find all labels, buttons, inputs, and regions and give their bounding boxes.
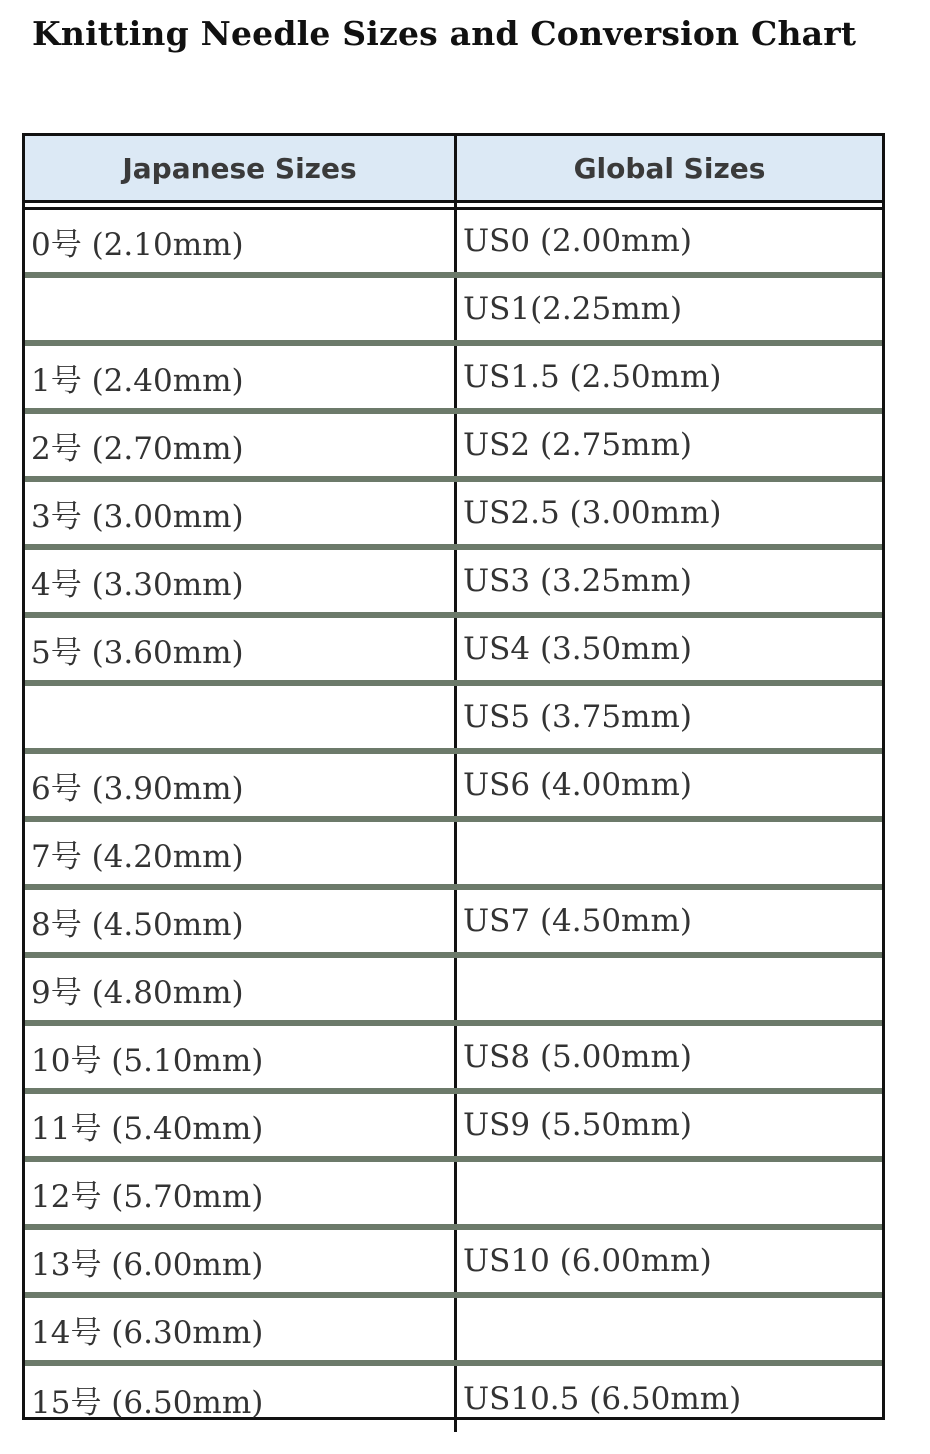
global-size-cell: US7 (4.50mm) xyxy=(463,903,692,939)
global-size-cell: US1(2.25mm) xyxy=(463,291,683,327)
table-row xyxy=(25,1026,882,1094)
global-size-cell xyxy=(457,1298,882,1360)
global-size-cell: US2.5 (3.00mm) xyxy=(463,495,722,531)
table-row xyxy=(25,754,882,822)
japanese-size-cell: 4号 (3.30mm) xyxy=(25,550,457,612)
japanese-size-cell: 3号 (3.00mm) xyxy=(25,482,457,544)
table-row xyxy=(25,1162,882,1230)
table-body xyxy=(25,207,882,1432)
japanese-size-cell: 2号 (2.70mm) xyxy=(25,414,457,476)
table-row xyxy=(25,1094,882,1162)
japanese-size-cell: 15号 (6.50mm) xyxy=(25,1366,457,1432)
japanese-size-cell: 6号 (3.90mm) xyxy=(25,754,457,816)
table-row xyxy=(25,210,882,278)
table-row xyxy=(25,618,882,686)
table-row xyxy=(25,822,882,890)
table-row xyxy=(25,1230,882,1298)
table-row xyxy=(25,278,882,346)
table-row xyxy=(25,958,882,1026)
global-size-cell: US9 (5.50mm) xyxy=(463,1107,692,1143)
japanese-size-cell: 1号 (2.40mm) xyxy=(25,346,457,408)
page-title: Knitting Needle Sizes and Conversion Chart xyxy=(32,14,857,53)
japanese-size-cell: 13号 (6.00mm) xyxy=(25,1230,457,1292)
global-size-cell: US5 (3.75mm) xyxy=(463,699,692,735)
table-row xyxy=(25,890,882,958)
japanese-size-cell: 5号 (3.60mm) xyxy=(25,618,457,680)
conversion-table xyxy=(22,133,885,1420)
global-size-cell xyxy=(457,958,882,1020)
global-size-cell: US10 (6.00mm) xyxy=(463,1243,712,1279)
japanese-size-cell: 9号 (4.80mm) xyxy=(25,958,457,1020)
japanese-size-cell: 14号 (6.30mm) xyxy=(25,1298,457,1360)
header-japanese-sizes: Japanese Sizes xyxy=(25,136,457,200)
japanese-size-cell: 8号 (4.50mm) xyxy=(25,890,457,952)
global-size-cell: US4 (3.50mm) xyxy=(463,631,692,667)
table-row xyxy=(25,686,882,754)
global-size-cell: US2 (2.75mm) xyxy=(463,427,692,463)
global-size-cell: US8 (5.00mm) xyxy=(463,1039,692,1075)
japanese-size-cell: 0号 (2.10mm) xyxy=(25,210,457,272)
global-size-cell xyxy=(457,1162,882,1224)
table-row xyxy=(25,346,882,414)
table-row xyxy=(25,1298,882,1366)
japanese-size-cell: 7号 (4.20mm) xyxy=(25,822,457,884)
japanese-size-cell: 12号 (5.70mm) xyxy=(25,1162,457,1224)
table-row xyxy=(25,414,882,482)
header-global-sizes: Global Sizes xyxy=(573,151,766,185)
global-size-cell: US10.5 (6.50mm) xyxy=(463,1381,742,1417)
table-row xyxy=(25,482,882,550)
japanese-size-cell: 11号 (5.40mm) xyxy=(25,1094,457,1156)
global-size-cell: US0 (2.00mm) xyxy=(463,223,692,259)
global-size-cell: US1.5 (2.50mm) xyxy=(463,359,722,395)
global-size-cell: US3 (3.25mm) xyxy=(463,563,692,599)
global-size-cell xyxy=(457,822,882,884)
table-row xyxy=(25,550,882,618)
table-row xyxy=(25,1366,882,1432)
global-size-cell: US6 (4.00mm) xyxy=(463,767,692,803)
japanese-size-cell xyxy=(25,278,457,340)
japanese-size-cell: 10号 (5.10mm) xyxy=(25,1026,457,1088)
japanese-size-cell xyxy=(25,686,457,748)
table-header xyxy=(25,136,882,203)
